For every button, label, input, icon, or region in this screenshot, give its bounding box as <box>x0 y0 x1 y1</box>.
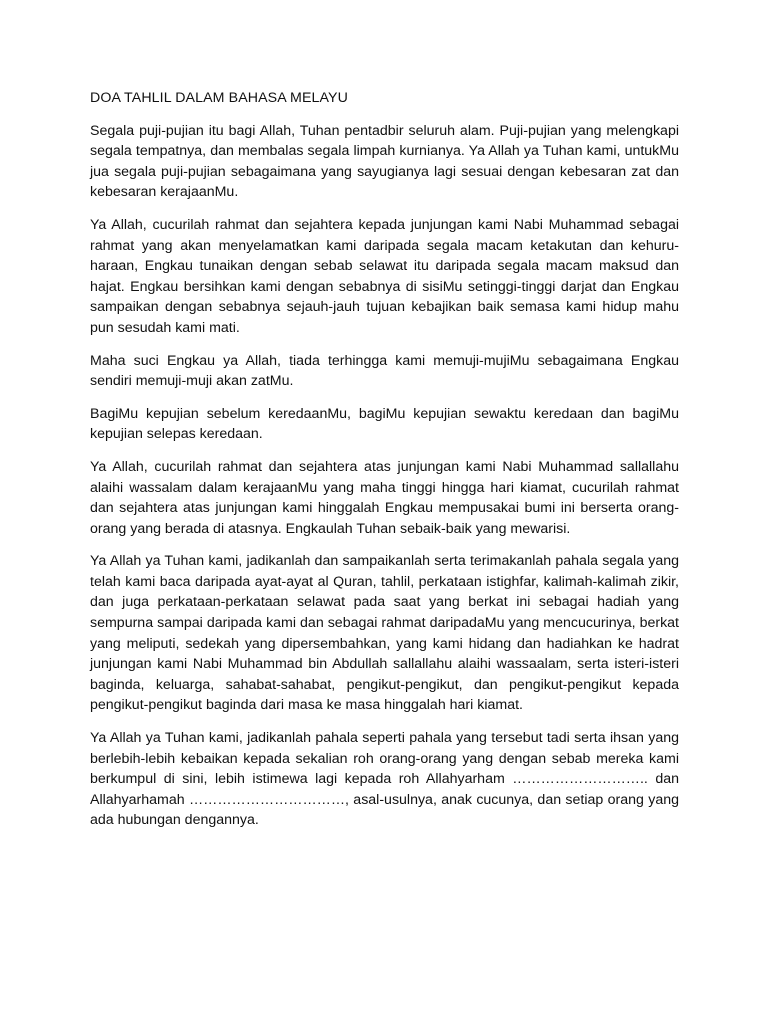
paragraph-bagimu: BagiMu kepujian sebelum keredaanMu, bagiMu kepujian sewaktu keredaan dan bagiMu kepujian selepas keredaan. <box>90 405 679 443</box>
document-body <box>90 88 679 831</box>
paragraph-hadiah-pahala: Ya Allah ya Tuhan kami, jadikanlah dan sampaikanlah serta terimakanlah pahala segala yang telah kami baca daripada ayat-ayat al Quran, tahlil, perkataan istighfar, kalimah-kalimah zikir, dan juga perkataan-perkataan selawat pada saat yang berkat ini sebagai hadiah yang sempurna sampai daripada kami dan sebagai rahmat daripadaMu yang mencucurinya, berkat yang meliputi, sedekah yang dipersembahkan, yang kami hidang dan hadiahkan ke hadrat junjungan kami Nabi Muhammad bin Abdullah sallallahu alaihi wassaalam, serta isteri-isteri baginda, keluarga, sahabat-sahabat, pengikut-pengikut, dan pengikut-pengikut kepada pengikut-pengikut baginda dari masa ke masa hinggalah hari kiamat. <box>90 553 679 714</box>
paragraph-selawat: Ya Allah, cucurilah rahmat dan sejahtera kepada junjungan kami Nabi Muhammad sebagai rahmat yang akan menyelamatkan kami daripada segala macam ketakutan dan kehuru-haraan, Engkau tunaikan dengan sebab selawat itu daripada segala macam maksud dan hajat. Engkau bersihkan kami dengan sebabnya di sisiMu setinggi-tinggi darjat dan Engkau sampaikan dengan sebabnya sejauh-jauh tujuan kebajikan baik semasa kami hidup mahu pun sesudah kami mati. <box>90 216 679 336</box>
paragraph-maha-suci: Maha suci Engkau ya Allah, tiada terhingga kami memuji-mujiMu sebagaimana Engkau sendiri memuji-muji akan zatMu. <box>90 352 679 390</box>
document-title: DOA TAHLIL DALAM BAHASA MELAYU <box>90 90 348 106</box>
paragraph-roh: Ya Allah ya Tuhan kami, jadikanlah pahala seperti pahala yang tersebut tadi serta ihsan yang berlebih-lebih kebaikan kepada sekalian roh orang-orang yang dengan sebab mereka kami berkumpul di sini, lebih istimewa lagi kepada roh Allahyarham ……………………….. dan Allahyarhamah ……………………………, asal-usulnya, anak cucunya, dan setiap orang yang ada hubungan dengannya. <box>90 730 679 829</box>
paragraph-cucurilah: Ya Allah, cucurilah rahmat dan sejahtera atas junjungan kami Nabi Muhammad sallallahu alaihi wassalam dalam kerajaanMu yang maha tinggi hingga hari kiamat, cucurilah rahmat dan sejahtera atas junjungan kami hinggalah Engkau mempusakai bumi ini berserta orang-orang yang berada di atasnya. Engkaulah Tuhan sebaik-baik yang mewarisi. <box>90 458 679 537</box>
paragraph-praise: Segala puji-pujian itu bagi Allah, Tuhan pentadbir seluruh alam. Puji-pujian yang melengkapi segala tempatnya, dan membalas segala limpah kurnianya. Ya Allah ya Tuhan kami, untukMu jua segala puji-pujian sebagaimana yang sayugianya lagi sesuai dengan kebesaran zat dan kebesaran kerajaanMu. <box>90 122 679 201</box>
